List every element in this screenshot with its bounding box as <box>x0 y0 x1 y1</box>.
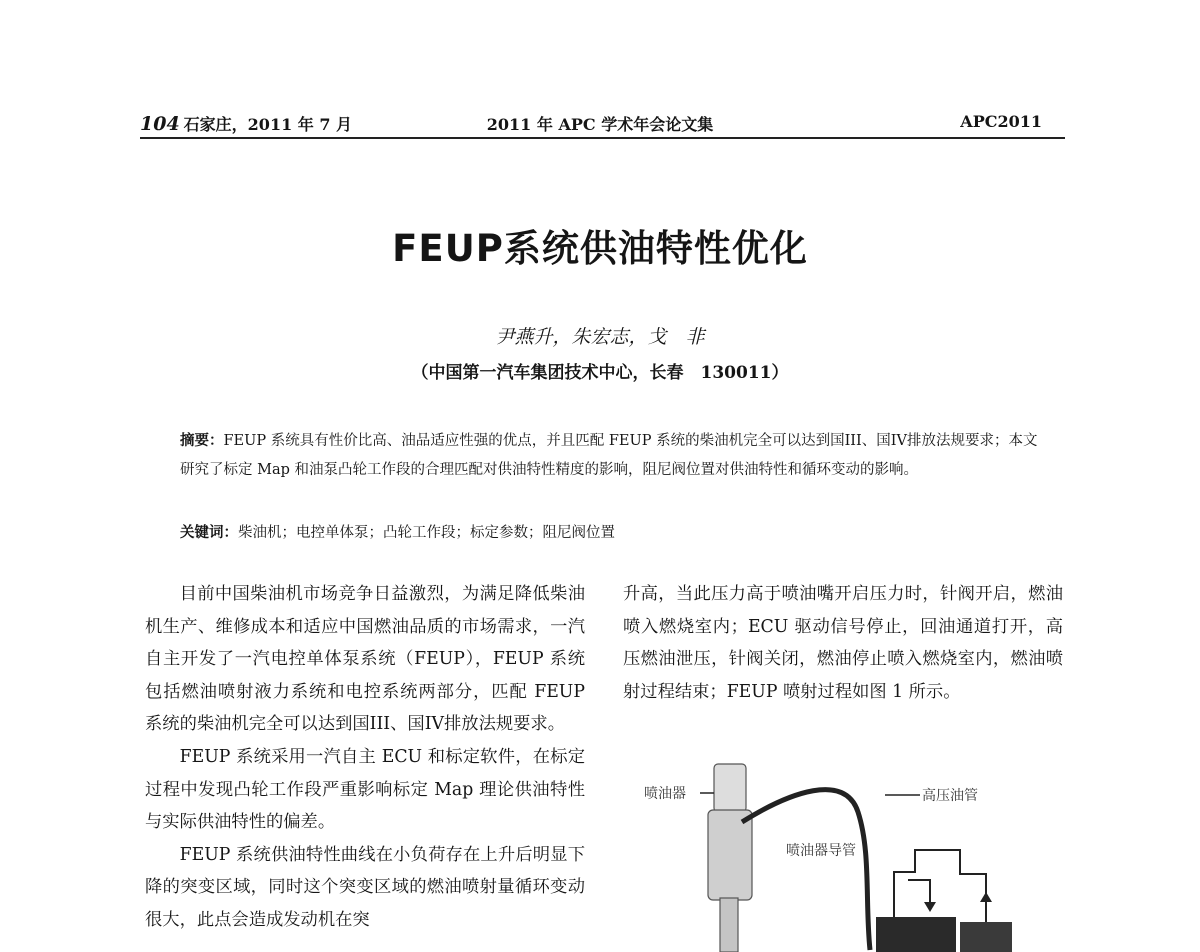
high-pressure-pipe <box>742 790 870 950</box>
body-column-right <box>623 578 1063 708</box>
abstract-text: FEUP 系统具有性价比高、油品适应性强的优点，并且匹配 FEUP 系统的柴油机完全可以达到国III、国IV排放法规要求；本文研究了标定 Map 和油泵凸轮工作段的合理匹配对供油特性精度的影响，阻尼阀位置对供油特性和循环变动的影响。 <box>180 433 1038 478</box>
running-header-right: APC2011 <box>960 112 1042 131</box>
body-column-left <box>145 578 585 937</box>
flow-arrow-down <box>924 902 936 912</box>
header-location-date: 石家庄，2011 年 7 月 <box>183 115 353 134</box>
paper-title: FEUP系统供油特性优化 <box>392 227 808 270</box>
keywords-label: 关键词： <box>180 524 238 541</box>
fuel-injection-figure <box>630 752 1070 952</box>
running-header-center: 2011 年 APC 学术年会论文集 <box>486 115 714 134</box>
keywords <box>180 519 1040 547</box>
label-guide: 喷油器导管 <box>786 843 856 859</box>
abstract-label: 摘要： <box>180 432 224 449</box>
injector-body <box>708 810 752 900</box>
flow-arrow-up <box>980 892 992 902</box>
abstract <box>180 426 1040 485</box>
paragraph: 升高，当此压力高于喷油嘴开启压力时，针阀开启，燃油喷入燃烧室内；ECU 驱动信号停止，回油通道打开，高压燃油泄压，针阀关闭，燃油停止喷入燃烧室内，燃油喷射过程结束；FEUP 喷射过程如图 1 所示。 <box>623 584 1063 702</box>
authors: 尹燕升，朱宏志，戈 非 <box>495 326 705 348</box>
unit-pump-block <box>876 917 956 952</box>
pump-valve-block <box>960 922 1012 952</box>
fuel-feed-line <box>908 880 930 902</box>
header-rule <box>140 137 1065 139</box>
paragraph: FEUP 系统供油特性曲线在小负荷存在上升后明显下降的突变区域，同时这个突变区域的燃油喷射量循环变动很大，此点会造成发动机在突 <box>145 844 585 930</box>
injector-nozzle <box>720 898 738 952</box>
keywords-text: 柴油机；电控单体泵；凸轮工作段；标定参数；阻尼阀位置 <box>238 525 615 541</box>
injector-top <box>714 764 746 812</box>
paragraph: FEUP 系统采用一汽自主 ECU 和标定软件，在标定过程中发现凸轮工作段严重影响标定 Map 理论供油特性与实际供油特性的偏差。 <box>145 746 585 833</box>
paragraph: 目前中国柴油机市场竞争日益激烈，为满足降低柴油机生产、维修成本和适应中国燃油品质的市场需求，一汽自主开发了一汽电控单体泵系统（FEUP），FEUP 系统包括燃油喷射液力系统和电控系统两部分，匹配 FEUP 系统的柴油机完全可以达到国III、国IV排放法规要求。 <box>145 584 585 735</box>
page-number: 104 <box>140 113 180 135</box>
label-hp-pipe: 高压油管 <box>922 788 978 804</box>
label-injector: 喷油器 <box>644 786 686 802</box>
affiliation: （中国第一汽车集团技术中心，长春 130011） <box>411 363 789 383</box>
